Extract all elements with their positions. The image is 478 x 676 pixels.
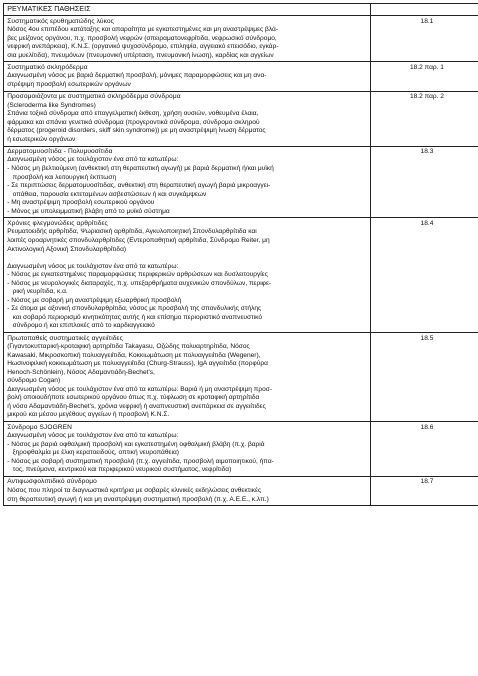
table-row [4,218,478,333]
condition-text-line: Σπάνια τοξικά σύνδρομα από επαγγελματική έκθεση, χρήση ουσιών, νοθευμένα έλαια, [7,110,259,118]
condition-description-cell [4,16,371,62]
condition-text-line [7,254,367,263]
condition-description-cell [4,333,371,422]
condition-text-line: - Σε άτομα με αξονική σπονδυλαρθρίτιδα, νόσος με προσβολή της σπονδυλικής στήλης [7,305,262,313]
article-reference-cell: 18.7 [370,477,478,506]
table-row [4,16,478,62]
condition-text-line: Henoch-Schönlein), Νόσος Αδαμαντιάδη-Bechet's, [7,368,155,376]
condition-text-line: Διαγνωσμένη νόσος με τουλάχιστον ένα από τα κατωτέρω: Βαριά ή μη αναστρέψιμη προσ- [7,385,273,393]
condition-text-line: νεφρική ανεπάρκεια), Κ.Ν.Σ. (οργανικό ψυχοσύνδρομο, επιληψία, αγγειακό επεισόδιο, εγκάρ- [7,43,279,51]
condition-title: Συστηματικός ερυθηματώδης λύκος [7,17,114,25]
condition-description-cell [4,146,371,218]
condition-text-line: Διαγνωσμένη νόσος με τουλάχιστον ένα από τα κατωτέρω: [7,156,179,164]
condition-text-line: - Μόνος με υπολειμματική βλάβη από το μυϊκό σύστημα [7,207,170,215]
condition-text-line: Kawasaki, Μικροσκοπική πολυαγγειίτιδα, Κοκκιωμάτωση με πολυαγγειίτιδα (Wegener), [7,351,261,359]
condition-text-line: - Νόσος με νευρολογικές διαταραχές, π.χ. υπεξαρθρήματα αυχενικών σπονδύλων, περιφε- [7,279,272,287]
condition-text-line: τος, πνεύμονα, κεντρικού και περιφερικού νευρικού συστήματος, νεφρίτιδα) [7,466,232,474]
condition-text-line: Νόσος που πληροί τα διαγνωστικά κριτήρια με σοβαρές κλινικές εκδηλώσεις ανθεκτικές [7,487,262,494]
condition-text-line: Νόσος 4ου επιπέδου κατάταξης και απαραίτητα με εγκατεστημένες και μη αναστρέψιμες βλά- [7,26,279,34]
condition-text-line: - Νόσος μη βελτιούμενη (ανθεκτική στη θεραπευτική αγωγή) με βαριά δερματική ή/και μυϊκή [7,165,274,172]
article-reference-cell: 18.6 [370,422,478,477]
table-header-row [4,4,478,16]
table-row [4,91,478,146]
condition-text-line: φάρμακα και σπάνια γενετικά σύνδρομα (προγεροντικά σύνδρομα, σύνδρομο σκληρού [7,118,260,126]
condition-text-line: σια μυελίτιδα), πνευμόνων (πνευμονική υπέρταση, πνευμονική ίνωση), καρδίας και αγγείων [7,51,274,59]
table-row [4,62,478,91]
condition-description-cell [4,477,371,506]
condition-description-cell [4,218,371,333]
condition-text-line: Διαγνωσμένη νόσος με βαριά δερματική προσβολή, μόνιμες παραμορφώσεις και μη ανα- [7,72,267,80]
condition-text-line: ρική νευρίτιδα, κ.α. [7,288,68,296]
condition-text-line: Ακτινολογική Αξονική Σπονδυλαρθρίτιδα) [7,245,127,253]
article-reference-cell: 18.2 παρ. 2 [370,91,478,146]
table-header-title: ΡΕΥΜΑΤΙΚΕΣ ΠΑΘΗΣΕΙΣ [4,4,371,16]
condition-text-line: Διαγνωσμένη νόσος με τουλάχιστον ένα από τα κατωτέρω: [7,432,179,440]
condition-text-line: σύνδρομο Cogan) [7,377,61,385]
condition-text-line: προσβολή και λειτουργική έκπτωση [7,173,117,181]
condition-text-line: ή εσωτερικών οργάνων [7,135,76,143]
condition-text-line: δέρματος (progeroid disorders, skiff skin syndrome)) με μη αναστρέψιμη ίνωση δέρματος [7,127,266,135]
condition-text-line: Ηωσινοφιλική κοκκιωμάτωση με πολυαγγειίτιδα (Churg-Strauss), IgA αγγειίτιδα (πορφύρα [7,360,268,368]
condition-text-line: - Νόσος με σοβαρή συστηματική προσβολή (π.χ. αγγειίτιδα, προσβολή αιμοποιητικού, ήπα- [7,457,274,465]
condition-text-line: (Γιγαντοκυτταρική-κροταφική αρτηρίτιδα Takayasu, Οζώδης πολυαρτηρίτιδα, Νόσος [7,343,250,351]
condition-description-cell [4,62,371,91]
condition-text-line: στρέψιμη προσβολή εσωτερικών οργάνων [7,80,131,88]
condition-text-line: βες μείζονος οργάνου, π.χ. προσβολή νεφρών (σπειραματονεφρίτιδα, νεφρωσικό σύνδρομο, [7,34,277,42]
article-reference-cell: 18.4 [370,218,478,333]
condition-text-line: οπάθεια, παρουσία εκτεταμένων ασβεστώσεων ή και συγκάμψεων [7,190,207,198]
condition-title: Πρωτοπαθείς συστηματικές αγγειίτιδες [7,334,123,342]
condition-title: Σύνδρομο SJOGREN [7,423,73,431]
table-row [4,422,478,477]
condition-text-line: βολή οποιουδήποτε εσωτερικού οργάνου όπως π.χ. τύφλωση σε κροταφική αρτηρίτιδα [7,394,260,402]
table-body [4,4,478,506]
condition-text-line: Διαγνωσμένη νόσος με τουλάχιστον ένα από τα κατωτέρω: [7,262,179,270]
condition-text-line: - Μη αναστρέψιμη προσβολή εσωτερικού οργάνου [7,199,155,207]
condition-title: Συστηματικό σκληρόδερμα [7,63,88,71]
condition-text-line: και σοβαρό περιορισμό κινητικότητας αυτής ή και επίσημο περιοριστικό αναπνευστικό [7,313,263,321]
condition-text-line: - Νόσος με σοβαρή μη αναστρέψιμη εξωαρθρική προσβολή [7,296,182,304]
rheumatic-diseases-table [3,3,478,506]
condition-title: Αντιφωσφολιπιδικό σύνδρομο [7,478,97,486]
condition-title: Χρόνιες φλεγμονώδεις αρθρίτιδες [7,219,108,227]
table-header-ref [370,4,478,16]
condition-text-line: στη θεραπευτική αγωγή ή και μη αναστρέψιμη συστηματική προσβολή (π.χ. Α.Ε.Ε., κ.λπ.) [7,495,269,503]
condition-text-line: μικρού και μέσου μεγέθους αγγείων ή προσβολή Κ.Ν.Σ. [7,411,170,419]
condition-text-line: ή νόσο Αδαμαντιάδη-Bechet's, χρόνια νεφρική ή αναπνευστική ανεπάρκεια σε αγγειίτιδες [7,402,266,410]
condition-description-cell [4,422,371,477]
table-row [4,333,478,422]
article-reference-cell: 18.2 παρ. 1 [370,62,478,91]
condition-text-line: (Scleroderma like Syndromes) [7,101,96,109]
condition-text-line: - Νόσος με εγκατεστημένες παραμορφώσεις περιφερικών αρθρώσεων και δυσλειτουργίες [7,271,268,279]
condition-text-line: λοιπές οροαρνητικές σπονδυλαρθρίτιδες (Εντεροπαθητική αρθρίτιδα, Σύνδρομο Reiter, μη [7,236,270,244]
condition-title: Προσομοιάζοντα με συστηματικό σκληρόδερμα σύνδρομα [7,93,181,101]
article-reference-cell: 18.3 [370,146,478,218]
condition-text-line: - Σε περιπτώσεις δερματομυοσίτιδας, ανθεκτική στη θεραπευτική αγωγή βαριά μικροαγγει- [7,182,271,190]
article-reference-cell: 18.5 [370,333,478,422]
condition-text-line: Ρευματοειδής αρθρίτιδα, Ψωριασική αρθρίτιδα, Αγκυλοποιητική Σπονδυλαρθρίτιδα και [7,228,257,236]
condition-text-line: - Νόσος με βαριά οφθαλμική προσβολή και εγκατεστημένη οφθαλμική βλάβη (π.χ. βαριά [7,440,265,448]
article-reference-cell: 18.1 [370,16,478,62]
condition-text-line: σύνδρομο ή και επιπλοκές από το καρδιαγγειακό [7,322,155,330]
table-row [4,477,478,506]
table-row [4,146,478,218]
condition-description-cell [4,91,371,146]
condition-title: Δερματομυοσίτιδα - Πολυμυοσίτιδα [7,147,113,155]
condition-text-line: ξηροφθαλμία με έλκη κερατοειδούς, οπτική νευροπάθεια) [7,449,179,457]
